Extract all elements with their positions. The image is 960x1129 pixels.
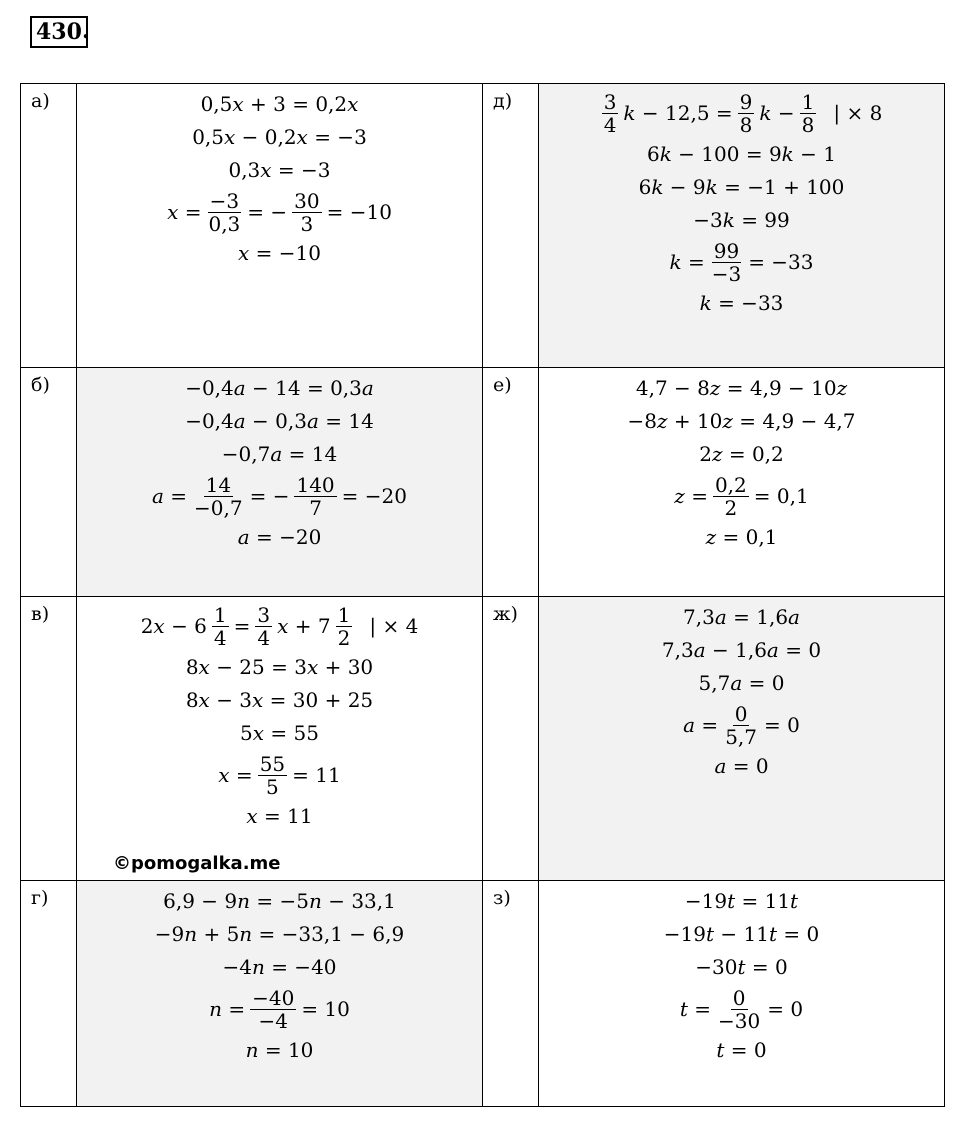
equation-line: −3𝑘 = 99 <box>693 208 790 232</box>
equation-line: 0,5𝑥 − 0,2𝑥 = −3 <box>192 125 367 149</box>
equation-line: 7,3𝑎 − 1,6𝑎 = 0 <box>661 638 822 662</box>
equation-line: 8𝑥 − 25 = 3𝑥 + 30 <box>185 655 374 679</box>
cell-v <box>77 597 483 881</box>
answer-line: 𝑥 = 11 <box>246 804 313 828</box>
cell-label-d: д) <box>483 84 539 368</box>
cell-z <box>539 881 945 1107</box>
fraction: $\frac{3}{4}$ <box>257 602 271 650</box>
cell-label-e: е) <box>483 368 539 597</box>
equation-line: −9𝑛 + 5𝑛 = −33,1 − 6,9 <box>154 922 405 946</box>
equation-line: −19𝑡 − 11𝑡 = 0 <box>663 922 820 946</box>
fraction: $\frac{9}{8}$ <box>739 89 753 137</box>
cell-label-v: в) <box>21 597 77 881</box>
equation-line: 4,7 − 8𝑧 = 4,9 − 10𝑧 <box>635 376 848 400</box>
fraction-equation: 𝑎 = $\frac{0}{5,7}$ = 0 <box>683 701 800 749</box>
fraction-equation: 𝑥 = $\frac{-3}{0,3}$ = − $\frac{30}{3}$ = −10 <box>167 188 392 236</box>
fraction-equation: 𝑥 = $\frac{55}{5}$ = 11 <box>218 751 341 799</box>
fraction: $\frac{140}{7}$ <box>296 472 335 520</box>
answer-line: 𝑎 = −20 <box>237 525 322 549</box>
watermark: ©pomogalka.me <box>113 853 281 874</box>
fraction-equation: 2𝑥 − 6 $\frac{1}{4}$ = $\frac{3}{4}$ 𝑥 + 7 $\frac{1}{2}$ | × 4 <box>140 602 419 650</box>
equation-line: −4𝑛 = −40 <box>222 955 337 979</box>
answer-line: 𝑧 = 0,1 <box>705 525 778 549</box>
problem-number-dot: . <box>82 18 90 44</box>
fraction: $\frac{14}{-0,7}$ <box>194 472 243 520</box>
equation-line: 6𝑘 − 9𝑘 = −1 + 100 <box>638 175 845 199</box>
fraction-equation: 𝑡 = $\frac{0}{-30}$ = 0 <box>679 985 804 1033</box>
fraction-equation: $\frac{3}{4}$ 𝑘 − 12,5 = $\frac{9}{8}$ 𝑘 − $\frac{1}{8}$ | × 8 <box>603 89 883 137</box>
fraction-equation: 𝑛 = $\frac{-40}{-4}$ = 10 <box>209 985 350 1033</box>
answer-line: 𝑘 = −33 <box>699 291 784 315</box>
answer-line: 𝑡 = 0 <box>716 1038 767 1062</box>
problem-number: 430 <box>30 16 88 48</box>
fraction-equation: 𝑧 = $\frac{0,2}{2}$ = 0,1 <box>674 472 809 520</box>
fraction: $\frac{30}{3}$ <box>294 188 320 236</box>
fraction: $\frac{1}{8}$ <box>801 89 815 137</box>
equation-line: 2𝑧 = 0,2 <box>699 442 784 466</box>
equation-line: −30𝑡 = 0 <box>695 955 788 979</box>
cell-label-zh: ж) <box>483 597 539 881</box>
answer-line: 𝑛 = 10 <box>245 1038 314 1062</box>
equation-line: −19𝑡 = 11𝑡 <box>684 889 799 913</box>
fraction: $\frac{-40}{-4}$ <box>252 985 295 1033</box>
equation-line: −8𝑧 + 10𝑧 = 4,9 − 4,7 <box>627 409 856 433</box>
fraction: $\frac{1}{4}$ <box>213 602 227 650</box>
fraction: $\frac{55}{5}$ <box>259 751 286 799</box>
fraction: $\frac{1}{2}$ <box>337 602 351 650</box>
equation-line: 8𝑥 − 3𝑥 = 30 + 25 <box>185 688 374 712</box>
equation-line: 0,3𝑥 = −3 <box>228 158 331 182</box>
equation-line: −0,4𝑎 − 0,3𝑎 = 14 <box>185 409 374 433</box>
fraction: $\frac{0,2}{2}$ <box>714 472 747 520</box>
equation-line: 0,5𝑥 + 3 = 0,2𝑥 <box>200 92 359 116</box>
equation-line: 5,7𝑎 = 0 <box>698 671 785 695</box>
equation-line: 5𝑥 = 55 <box>240 721 319 745</box>
equation-line: −0,4𝑎 − 14 = 0,3𝑎 <box>185 376 374 400</box>
cell-label-g: г) <box>21 881 77 1107</box>
fraction: $\frac{0}{-30}$ <box>718 985 761 1033</box>
cell-label-z: з) <box>483 881 539 1107</box>
fraction-equation: 𝑎 = $\frac{14}{-0,7}$ = − $\frac{140}{7}$ = −20 <box>151 472 407 520</box>
equation-line: −0,7𝑎 = 14 <box>221 442 338 466</box>
equation-line: 6,9 − 9𝑛 = −5𝑛 − 33,1 <box>163 889 396 913</box>
answer-line: 𝑎 = 0 <box>714 754 769 778</box>
fraction: $\frac{-3}{0,3}$ <box>208 188 241 236</box>
answer-line: 𝑥 = −10 <box>238 241 321 265</box>
fraction: $\frac{99}{-3}$ <box>711 238 742 286</box>
cell-a <box>77 84 483 368</box>
cell-zh <box>539 597 945 881</box>
equation-line: 6𝑘 − 100 = 9𝑘 − 1 <box>646 142 836 166</box>
cell-label-a: а) <box>21 84 77 368</box>
fraction: $\frac{0}{5,7}$ <box>725 701 757 749</box>
cell-d <box>539 84 945 368</box>
solutions-table <box>20 83 945 1107</box>
cell-b <box>77 368 483 597</box>
cell-e <box>539 368 945 597</box>
fraction: $\frac{3}{4}$ <box>603 89 617 137</box>
cell-g <box>77 881 483 1107</box>
fraction-equation: 𝑘 = $\frac{99}{-3}$ = −33 <box>669 238 814 286</box>
equation-line: 7,3𝑎 = 1,6𝑎 <box>683 605 800 629</box>
cell-label-b: б) <box>21 368 77 597</box>
